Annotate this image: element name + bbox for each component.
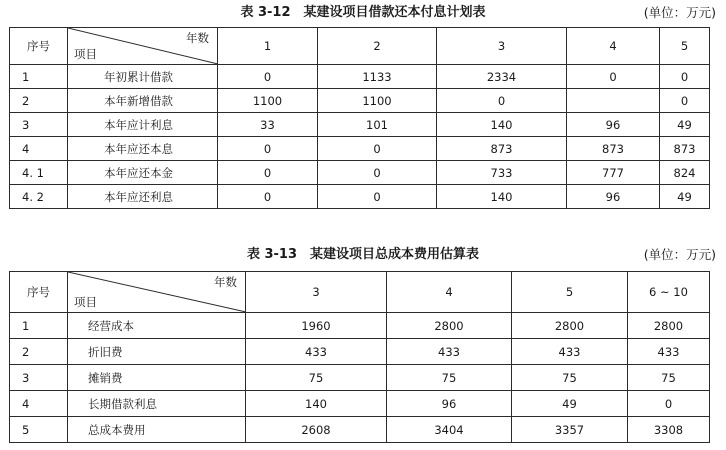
row-value: 0 (318, 137, 437, 161)
table2-header-year: 5 (512, 272, 628, 313)
table1-header-seq: 序号 (10, 28, 68, 65)
row-value: 0 (218, 65, 318, 89)
row-item: 本年应还本息 (68, 137, 218, 161)
table-row (10, 417, 710, 443)
table1-header-year-label: 年数 (186, 31, 209, 45)
table2-header-year: 6 ~ 10 (628, 272, 710, 313)
row-value: 0 (660, 65, 710, 89)
table1-header-year: 4 (567, 28, 660, 65)
row-item: 经营成本 (68, 313, 246, 339)
table-row (10, 185, 710, 209)
row-item: 折旧费 (68, 339, 246, 365)
row-item: 总成本费用 (68, 417, 246, 443)
row-seq: 4. 2 (10, 185, 68, 209)
row-value: 2800 (628, 313, 710, 339)
row-seq: 1 (10, 65, 68, 89)
row-item: 本年应还本金 (68, 161, 218, 185)
row-value: 733 (437, 161, 567, 185)
table1-title-row (0, 3, 726, 23)
row-seq: 4 (10, 137, 68, 161)
row-value: 75 (246, 365, 387, 391)
table-row (10, 65, 710, 89)
row-seq: 5 (10, 417, 68, 443)
table1-header-year: 5 (660, 28, 710, 65)
table1-unit: (单位：万元) (643, 5, 716, 20)
loan-repayment-table (9, 27, 710, 209)
row-value (567, 89, 660, 113)
row-value: 75 (628, 365, 710, 391)
row-seq: 3 (10, 365, 68, 391)
row-value: 2334 (437, 65, 567, 89)
table2-title-row (0, 245, 726, 265)
table2-header-row (10, 272, 710, 313)
row-seq: 1 (10, 313, 68, 339)
table2-header-diagonal-cell (68, 272, 246, 313)
table2-header-year-label: 年数 (214, 275, 237, 289)
table1-header-item-label: 项目 (74, 47, 97, 61)
row-value: 2800 (512, 313, 628, 339)
row-item: 年初累计借款 (68, 65, 218, 89)
table-row (10, 113, 710, 137)
row-value: 140 (437, 185, 567, 209)
row-seq: 4 (10, 391, 68, 417)
table-row (10, 89, 710, 113)
row-seq: 2 (10, 89, 68, 113)
row-value: 140 (437, 113, 567, 137)
row-item: 本年新增借款 (68, 89, 218, 113)
row-value: 96 (387, 391, 512, 417)
row-value: 2800 (387, 313, 512, 339)
table2-header-year: 4 (387, 272, 512, 313)
row-item: 本年应计利息 (68, 113, 218, 137)
row-item: 摊销费 (68, 365, 246, 391)
row-item: 长期借款利息 (68, 391, 246, 417)
row-item: 本年应还利息 (68, 185, 218, 209)
row-value: 433 (246, 339, 387, 365)
table1-header-diagonal-cell (68, 28, 218, 65)
row-value: 873 (437, 137, 567, 161)
row-value: 49 (660, 113, 710, 137)
table2-unit: (单位：万元) (643, 247, 716, 262)
row-seq: 3 (10, 113, 68, 137)
row-value: 75 (387, 365, 512, 391)
table1-header-row (10, 28, 710, 65)
row-value: 96 (567, 185, 660, 209)
row-value: 3357 (512, 417, 628, 443)
row-value: 75 (512, 365, 628, 391)
table2-header-year: 3 (246, 272, 387, 313)
row-value: 873 (567, 137, 660, 161)
row-seq: 4. 1 (10, 161, 68, 185)
table2-title: 表 3-13 某建设项目总成本费用估算表 (246, 247, 480, 262)
row-value: 0 (437, 89, 567, 113)
row-value: 101 (318, 113, 437, 137)
table-row (10, 339, 710, 365)
row-value: 49 (660, 185, 710, 209)
row-value: 96 (567, 113, 660, 137)
row-value: 49 (512, 391, 628, 417)
row-value: 0 (218, 161, 318, 185)
row-value: 0 (218, 137, 318, 161)
row-value: 433 (512, 339, 628, 365)
row-value: 433 (387, 339, 512, 365)
row-value: 1100 (318, 89, 437, 113)
row-value: 777 (567, 161, 660, 185)
table-row (10, 313, 710, 339)
row-value: 0 (660, 89, 710, 113)
row-value: 0 (318, 161, 437, 185)
table-row (10, 391, 710, 417)
row-value: 824 (660, 161, 710, 185)
table-row (10, 161, 710, 185)
row-value: 1960 (246, 313, 387, 339)
table1-header-year: 2 (318, 28, 437, 65)
table-row (10, 365, 710, 391)
row-value: 3404 (387, 417, 512, 443)
table1-header-year: 3 (437, 28, 567, 65)
total-cost-table (9, 271, 710, 443)
table1-title: 表 3-12 某建设项目借款还本付息计划表 (240, 5, 486, 20)
table2-header-item-label: 项目 (74, 295, 97, 309)
row-value: 0 (218, 185, 318, 209)
row-value: 140 (246, 391, 387, 417)
row-value: 2608 (246, 417, 387, 443)
row-value: 0 (318, 185, 437, 209)
table2-header-seq: 序号 (10, 272, 68, 313)
row-seq: 2 (10, 339, 68, 365)
table-row (10, 137, 710, 161)
row-value: 873 (660, 137, 710, 161)
row-value: 3308 (628, 417, 710, 443)
row-value: 433 (628, 339, 710, 365)
row-value: 0 (567, 65, 660, 89)
table1-header-year: 1 (218, 28, 318, 65)
row-value: 0 (628, 391, 710, 417)
row-value: 33 (218, 113, 318, 137)
row-value: 1100 (218, 89, 318, 113)
row-value: 1133 (318, 65, 437, 89)
